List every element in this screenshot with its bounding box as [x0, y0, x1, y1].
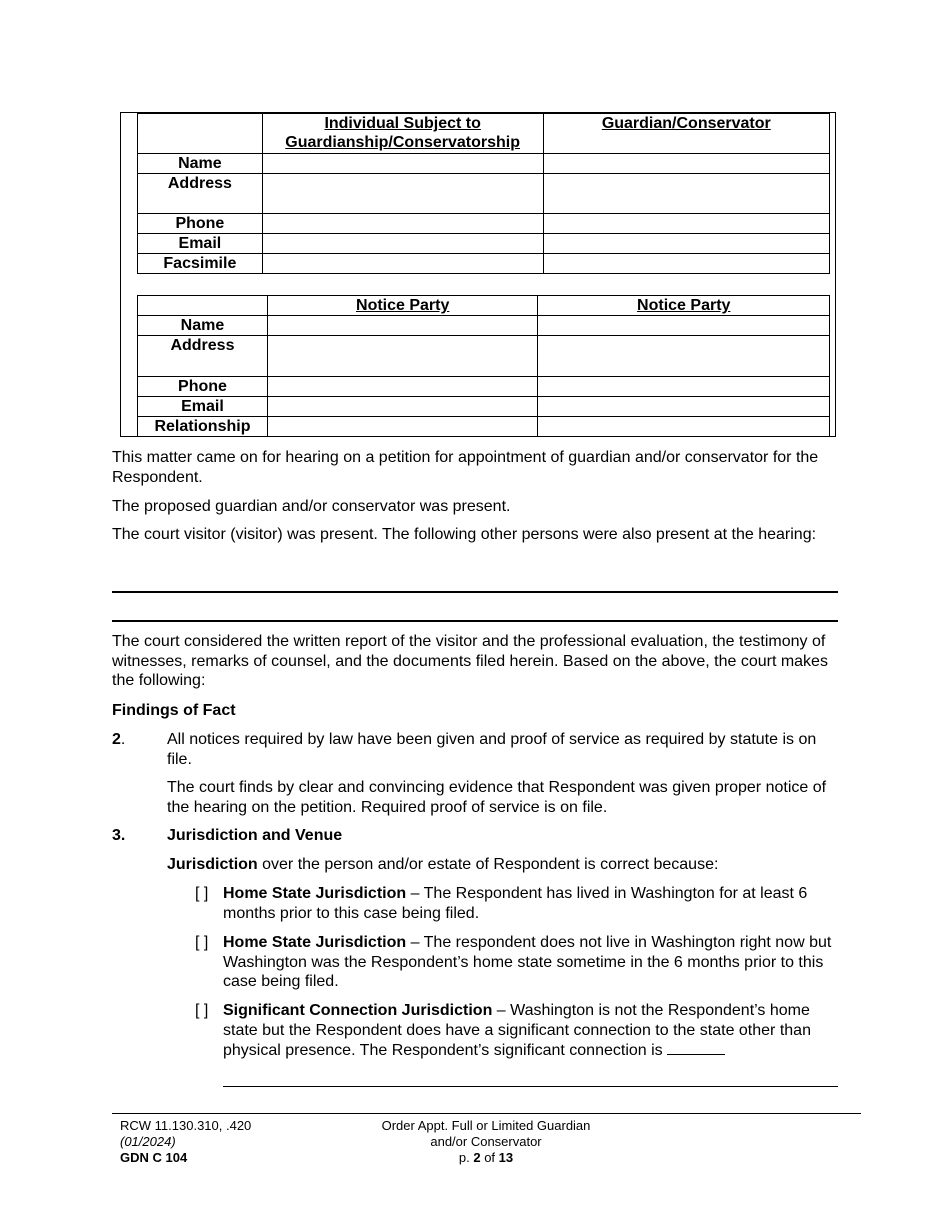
notice-party-table — [137, 295, 830, 437]
row-label-name: Name — [138, 154, 263, 174]
guardian-fax-field[interactable] — [543, 254, 829, 274]
visitor-present-paragraph: The court visitor (visitor) was present. The following other persons were also present at the hearing: — [112, 526, 817, 543]
guardian-email-field[interactable] — [543, 234, 829, 254]
notice1-name-field[interactable] — [267, 316, 538, 336]
individual-phone-field[interactable] — [262, 214, 543, 234]
guardian-present-paragraph: The proposed guardian and/or conservator was present. — [112, 498, 511, 515]
notice2-email-field[interactable] — [538, 397, 830, 417]
individual-name-field[interactable] — [262, 154, 543, 174]
row-label-address: Address — [138, 336, 268, 377]
notice2-name-field[interactable] — [538, 316, 830, 336]
row-label-phone: Phone — [138, 214, 263, 234]
checkbox-significant-connection[interactable]: [ ] — [195, 1002, 209, 1019]
hearing-paragraph: This matter came on for hearing on a petition for appointment of guardian and/or conservator for the Respondent. — [112, 449, 819, 486]
option-significant-connection: Significant Connection Jurisdiction – Washington is not the Respondent’s home state but the Respondent does have a significant connection to the state other than physical presence. The Respondent’s significant connection is — [223, 1002, 811, 1059]
individual-email-field[interactable] — [262, 234, 543, 254]
footer-form-id: GDN C 104 — [120, 1150, 188, 1165]
notice1-phone-field[interactable] — [267, 377, 538, 397]
row-label-relationship: Relationship — [138, 417, 268, 437]
footer-rcw: RCW 11.130.310, .420 — [120, 1118, 252, 1133]
column-header-notice-party-1: Notice Party — [267, 296, 538, 316]
individual-fax-field[interactable] — [262, 254, 543, 274]
notice1-email-field[interactable] — [267, 397, 538, 417]
column-header-individual: Individual Subject to Guardianship/Conservatorship — [262, 114, 543, 154]
item-2-number: 2. — [112, 731, 126, 748]
checkbox-home-state-1[interactable]: [ ] — [195, 885, 209, 902]
option-home-state-1: Home State Jurisdiction – The Respondent has lived in Washington for at least 6 months prior to this case being filed. — [223, 885, 808, 922]
court-considered-paragraph: The court considered the written report of the visitor and the professional evaluation, the testimony of witnesses, remarks of counsel, and the documents filed herein. Based on the above, the court makes the following: — [112, 633, 828, 689]
footer-page-number: p. 2 of 13 — [458, 1150, 514, 1165]
row-label-address: Address — [138, 174, 263, 214]
row-label-email: Email — [138, 234, 263, 254]
significant-connection-line[interactable] — [223, 1086, 838, 1087]
item-3-number: 3. — [112, 827, 126, 844]
notice1-relationship-field[interactable] — [267, 417, 538, 437]
column-header-guardian: Guardian/Conservator — [543, 114, 829, 154]
table-corner-cell — [138, 114, 263, 154]
individual-address-field[interactable] — [262, 174, 543, 214]
others-present-line-2[interactable] — [112, 620, 838, 622]
row-label-email: Email — [138, 397, 268, 417]
footer-date: (01/2024) — [120, 1134, 176, 1149]
guardian-address-field[interactable] — [543, 174, 829, 214]
jurisdiction-intro: Jurisdiction over the person and/or estate of Respondent is correct because: — [167, 856, 719, 873]
option-home-state-2: Home State Jurisdiction – The respondent does not live in Washington right now but Washington was the Respondent’s home state sometime in the 6 months prior to this case being filed. — [223, 934, 832, 990]
guardian-phone-field[interactable] — [543, 214, 829, 234]
findings-heading: Findings of Fact — [112, 702, 236, 719]
item-2-text: All notices required by law have been given and proof of service as required by statute is on file. — [167, 731, 817, 768]
column-header-notice-party-2: Notice Party — [538, 296, 830, 316]
party-info-table — [137, 113, 830, 274]
row-label-name: Name — [138, 316, 268, 336]
notice2-address-field[interactable] — [538, 336, 830, 377]
row-label-phone: Phone — [138, 377, 268, 397]
item-3-heading: Jurisdiction and Venue — [167, 827, 343, 844]
footer-title-line1: Order Appt. Full or Limited Guardian — [381, 1118, 591, 1133]
significant-connection-blank[interactable] — [667, 1040, 725, 1055]
table-corner-cell — [138, 296, 268, 316]
row-label-facsimile: Facsimile — [138, 254, 263, 274]
footer-title-line2: and/or Conservator — [430, 1134, 542, 1149]
footer-divider — [112, 1113, 861, 1114]
guardian-name-field[interactable] — [543, 154, 829, 174]
others-present-line-1[interactable] — [112, 591, 838, 593]
notice1-address-field[interactable] — [267, 336, 538, 377]
notice2-relationship-field[interactable] — [538, 417, 830, 437]
item-2-finding: The court finds by clear and convincing evidence that Respondent was given proper notice of the hearing on the petition. Required proof of service is on file. — [167, 779, 827, 816]
notice2-phone-field[interactable] — [538, 377, 830, 397]
checkbox-home-state-2[interactable]: [ ] — [195, 934, 209, 951]
